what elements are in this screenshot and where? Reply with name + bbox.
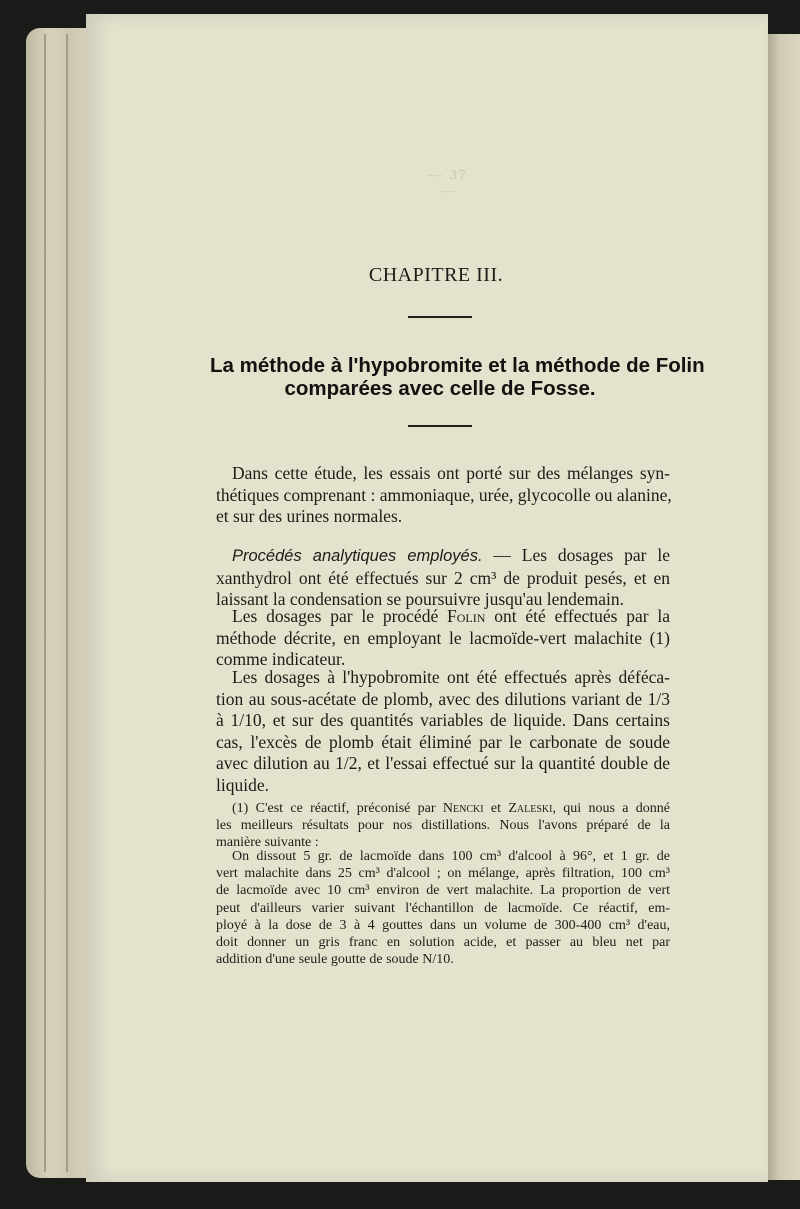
facing-page-edge xyxy=(766,34,800,1180)
paragraph-procedes xyxy=(216,545,670,611)
procedes-rest: — Les dosages par le xyxy=(482,545,670,565)
text-line: et sur des urines normales. xyxy=(216,506,403,526)
fn-c: , qui nous a donné xyxy=(552,801,671,816)
footnote-line: doit donner un gris franc en solution acide, et passer au bleu net par xyxy=(216,935,670,951)
heading-rule xyxy=(408,425,472,427)
footnote-line: les meilleurs résultats pour nos distillations. Nous l'avons préparé de la xyxy=(216,818,670,834)
footnote-line: addition d'une seule goutte de soude N/10. xyxy=(216,952,454,968)
footnote xyxy=(216,800,670,852)
footnote-line: On dissout 5 gr. de lacmoïde dans 100 cm³ d'alcool à 96°, et 1 gr. de xyxy=(232,849,670,864)
footnote-line: de lacmoïde avec 10 cm³ environ de vert malachite. La proportion de vert xyxy=(216,883,670,899)
fn-b: et xyxy=(483,801,509,816)
paragraph-folin xyxy=(216,606,670,671)
heading-line-2: comparées avec celle de Fosse. xyxy=(284,377,596,400)
footnote-line: vert malachite dans 25 cm³ d'alcool ; on mélange, après filtration, 100 cm³ xyxy=(216,866,670,882)
footnote-line: manière suivante : xyxy=(216,835,319,851)
folin-a: Les dosages par le procédé xyxy=(232,606,448,626)
text-line: comme indicateur. xyxy=(216,649,346,669)
section-heading xyxy=(210,354,705,400)
author-nencki: Nencki xyxy=(442,801,484,816)
text-line xyxy=(216,545,670,568)
text-line: avec dilution au 1/2, et l'essai effectué sur la quantité double de xyxy=(216,753,670,773)
text-line: thétiques comprenant : ammoniaque, urée, glycocolle ou alanine, xyxy=(216,484,672,505)
page-number: — 37 — xyxy=(428,168,468,199)
text-line: cas, l'excès de plomb était éliminé par le carbonate de soude xyxy=(216,731,670,752)
chapter-title: CHAPITRE III. xyxy=(368,264,504,286)
paragraph-intro xyxy=(216,463,670,528)
procedes-lead: Procédés analytiques employés. xyxy=(232,547,483,565)
text-line xyxy=(216,606,670,628)
text-line: à 1/10, et sur des quantités variables de liquide. Dans certains xyxy=(216,710,670,730)
chapter-rule xyxy=(408,316,472,318)
footnote-line: ployé à la dose de 3 à 4 gouttes dans un volume de 300-400 cm³ d'eau, xyxy=(216,917,670,933)
text-line: Dans cette étude, les essais ont porté sur des mélanges syn- xyxy=(232,463,670,483)
footnote-line: peut d'ailleurs varier suivant l'échantillon de lacmoïde. Ce réactif, em- xyxy=(216,900,670,916)
text-line: tion au sous-acétate de plomb, avec des dilutions variant de 1/3 xyxy=(216,688,670,709)
author-zaleski: Zaleski xyxy=(508,801,553,816)
text-line: liquide. xyxy=(216,774,269,795)
heading-line-1: La méthode à l'hypobromite et la méthode de Folin xyxy=(210,354,705,377)
footnote-recipe xyxy=(216,848,670,968)
text-line: Les dosages à l'hypobromite ont été effectués après déféca- xyxy=(232,667,670,687)
fn-a: (1) C'est ce réactif, préconisé par xyxy=(232,801,443,816)
text-line: xanthydrol ont été effectués sur 2 cm³ de produit pesés, et en xyxy=(216,567,670,588)
folin-b: ont été effectués par la xyxy=(485,606,670,626)
author-folin: Folin xyxy=(447,606,486,626)
text-line: méthode décrite, en employant le lacmoïde-vert malachite (1) xyxy=(216,627,670,648)
text-line: laissant la condensation se poursuivre jusqu'au lendemain. xyxy=(216,589,624,609)
footnote-line xyxy=(216,800,670,817)
paragraph-hypobromite xyxy=(216,667,670,796)
